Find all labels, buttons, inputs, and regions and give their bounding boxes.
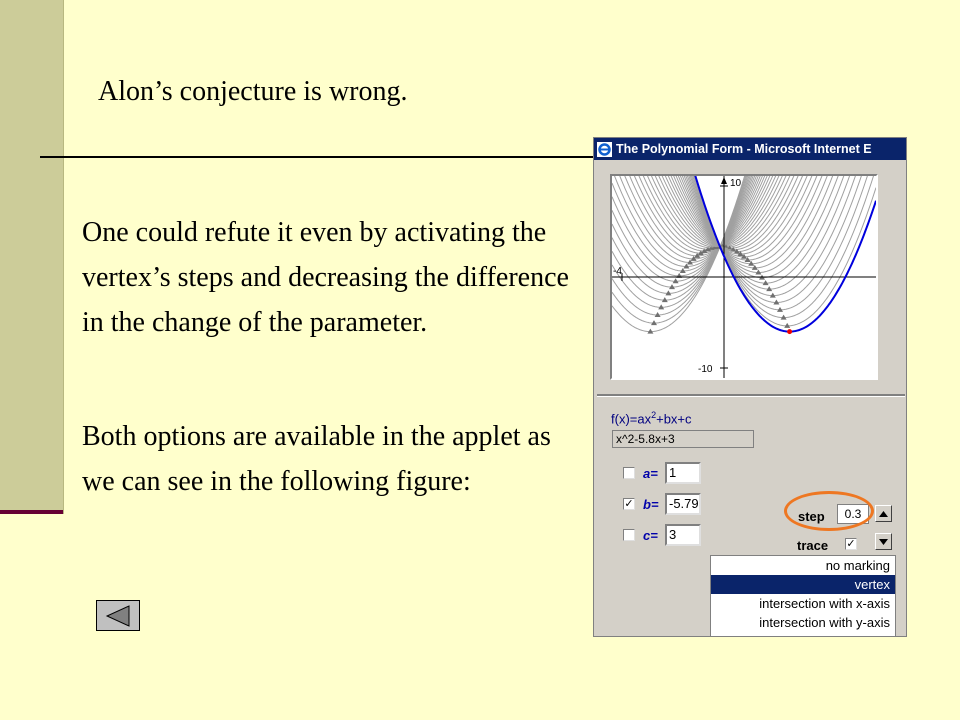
param-row-b — [623, 493, 701, 515]
window-title: The Polynomial Form - Microsoft Internet E — [616, 142, 872, 156]
body-paragraph-1: One could refute it even by activating the vertex’s steps and decreasing the difference in the change of the parameter. — [82, 217, 569, 338]
left-decor-edge — [63, 0, 64, 514]
body-paragraph-2: Both options are available in the applet as we can see in the following figure: — [82, 421, 551, 497]
param-row-a — [623, 462, 701, 484]
param-b-label: b= — [643, 496, 659, 512]
y-axis-max-label: 10 — [730, 178, 742, 189]
marking-option-vertex[interactable]: vertex — [711, 575, 895, 594]
step-down-button[interactable] — [875, 533, 892, 550]
slide-title: Alon’s conjecture is wrong. — [98, 76, 408, 107]
y-axis-min-label: -10 — [698, 364, 713, 375]
left-decor-accent — [0, 510, 63, 514]
back-button[interactable] — [96, 600, 140, 631]
marking-option-no-marking[interactable]: no marking — [825, 558, 890, 573]
formula-field[interactable]: x^2-5.8x+3 — [612, 430, 754, 448]
function-graph — [612, 176, 876, 378]
graph-panel[interactable] — [610, 174, 878, 380]
param-a-input[interactable]: 1 — [665, 462, 701, 484]
left-decor-bar — [0, 0, 63, 510]
param-b-input[interactable]: -5.79 — [665, 493, 701, 515]
triangle-down-icon — [879, 539, 888, 545]
vertex-point — [787, 329, 792, 334]
param-c-label: c= — [643, 527, 658, 543]
window-titlebar — [594, 138, 907, 160]
marking-option-x-intersection[interactable]: intersection with x-axis — [759, 596, 890, 611]
param-a-checkbox[interactable] — [623, 467, 635, 479]
triangle-up-icon — [879, 511, 888, 517]
step-input[interactable]: 0.3 — [837, 504, 869, 524]
back-arrow-icon — [103, 604, 133, 628]
trace-label: trace — [797, 538, 829, 553]
formula-label: $f(x)=ax^2+bx+c$ — [611, 410, 692, 427]
param-c-input[interactable]: 3 — [665, 524, 701, 546]
x-axis-min-label: -4 — [613, 266, 622, 277]
marking-listbox[interactable] — [710, 555, 896, 637]
trace-curves — [612, 176, 876, 334]
panel-separator — [597, 394, 905, 397]
trace-checkbox[interactable]: ✓ — [846, 538, 856, 550]
marking-option-y-intersection[interactable]: intersection with y-axis — [759, 615, 890, 630]
param-b-checkbox[interactable]: ✓ — [624, 498, 634, 510]
param-a-label: a= — [643, 465, 658, 481]
applet-content — [597, 162, 905, 636]
applet-window — [593, 137, 907, 637]
internet-explorer-icon — [597, 142, 612, 157]
step-up-button[interactable] — [875, 505, 892, 522]
title-divider — [40, 156, 595, 158]
param-c-checkbox[interactable] — [623, 529, 635, 541]
step-label: step — [798, 509, 825, 524]
param-row-c — [623, 524, 701, 546]
